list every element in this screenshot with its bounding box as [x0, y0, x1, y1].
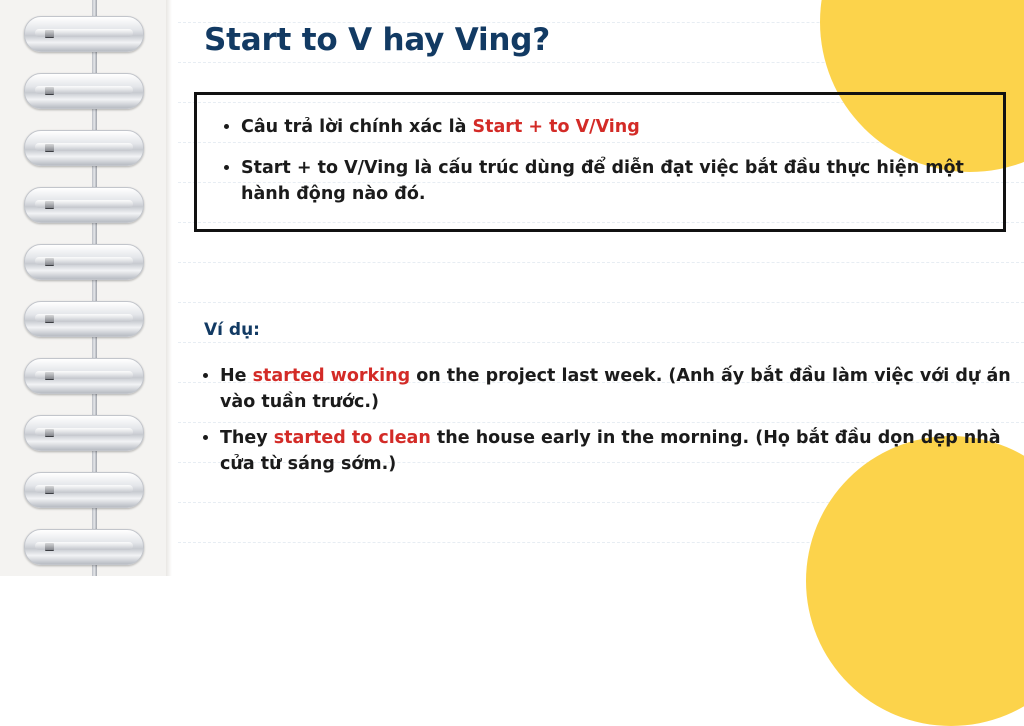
spiral-ring: [24, 415, 144, 451]
spiral-ring-notch: [45, 543, 54, 551]
example-highlight-text: started working: [252, 366, 411, 386]
example-highlight-text: started to clean: [273, 427, 431, 448]
spiral-ring: [24, 73, 144, 109]
list-item: [241, 115, 985, 140]
example-tail-text: the house early in the morning. (Họ bắt đầu dọn dẹp nhà cửa từ sáng sớm.): [220, 427, 1001, 474]
example-lead-text: They: [220, 427, 274, 448]
spiral-ring-notch: [45, 30, 54, 38]
spiral-ring: [24, 358, 144, 394]
spiral-ring: [24, 244, 144, 280]
notebook-binding: [0, 0, 172, 576]
spiral-ring-notch: [45, 429, 54, 437]
example-lead-text: He: [220, 366, 253, 386]
list-item: [220, 364, 1020, 416]
spiral-ring-notch: [45, 315, 54, 323]
spiral-ring: [24, 301, 144, 337]
spiral-ring-notch: [45, 258, 54, 266]
spiral-ring-notch: [45, 144, 54, 152]
spiral-ring: [24, 16, 144, 52]
answer-bullet-list: [215, 115, 985, 207]
paper-edge: [166, 0, 172, 576]
spiral-ring-notch: [45, 372, 54, 380]
spiral-ring: [24, 130, 144, 166]
list-item: [220, 426, 1020, 478]
example-tail-text: on the project last week. (Anh ấy bắt đầu làm việc với dự án vào tuần trước.): [220, 366, 1011, 412]
slide-content: [200, 0, 1024, 576]
page-title: Start to V hay Ving?: [204, 22, 551, 58]
bullet-highlight-text: Start + to V/Ving: [472, 117, 640, 137]
bullet-lead-text: Start + to V/Ving là cấu trúc dùng để diễn đạt việc bắt đầu thực hiện một hành động nào đó.: [241, 158, 964, 204]
spiral-ring: [24, 187, 144, 223]
spiral-ring-notch: [45, 87, 54, 95]
example-list: [194, 364, 1020, 488]
spiral-ring: [24, 529, 144, 565]
answer-box: [194, 92, 1006, 232]
spiral-ring-notch: [45, 201, 54, 209]
bullet-lead-text: Câu trả lời chính xác là: [241, 117, 473, 137]
spiral-ring: [24, 472, 144, 508]
list-item: [241, 156, 985, 207]
example-section-label: Ví dụ:: [204, 320, 260, 340]
spiral-ring-notch: [45, 486, 54, 494]
